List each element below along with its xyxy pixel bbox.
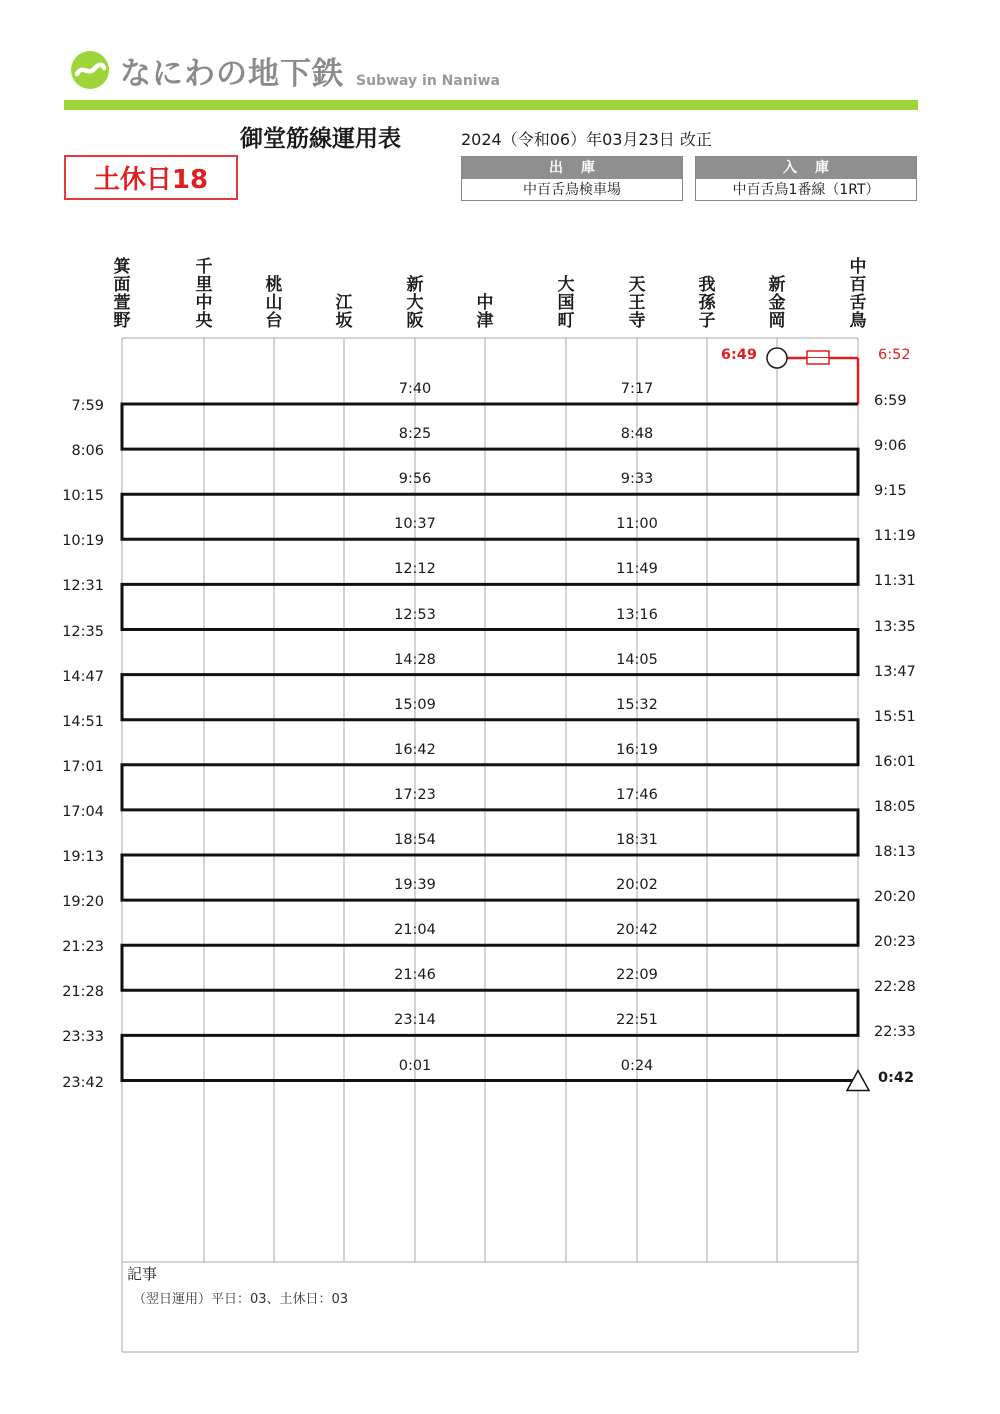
shin-osaka-time: 14:28 [394,651,436,668]
tennoji-time: 14:05 [616,651,658,668]
station-char: 新 [406,275,424,295]
nakamozu-time: 13:35 [874,618,916,635]
tennoji-time: 20:02 [616,877,658,894]
station-char: 中 [849,257,867,277]
shin-osaka-time: 23:14 [394,1012,436,1029]
notes-text: （翌日運用）平日：03、土休日：03 [133,1292,349,1307]
nakamozu-time: 22:28 [874,979,916,996]
nakamozu-time: 18:13 [874,844,916,860]
station-char: 中 [476,293,494,313]
shin-osaka-time: 8:25 [398,426,432,443]
station-char: 江 [335,293,353,313]
station-char: 萱 [113,293,131,313]
nakamozu-time: 0:42 [878,1069,915,1086]
brand-name: なにわの地下鉄 [120,55,344,92]
minoh-kayano-time: 23:42 [62,1074,104,1091]
page-title: 御堂筋線運用表 [240,126,401,152]
tennoji-time: 15:32 [616,696,658,713]
tennoji-time: 11:49 [616,561,658,578]
station-char: 鳥 [849,311,867,331]
tennoji-time: 16:19 [616,741,658,758]
station-char: 寺 [628,311,646,331]
station-char: 金 [768,293,786,313]
station-char: 里 [195,275,213,295]
tennoji-time: 18:31 [616,832,658,848]
tennoji-time: 22:09 [616,967,658,984]
departure-circle-icon [767,348,787,368]
depot-out-value: 中百舌鳥検車場 [523,182,621,198]
minoh-kayano-time: 7:59 [71,398,104,414]
shin-osaka-time: 12:12 [394,561,436,578]
depot-depart-time: 6:49 [720,347,757,363]
shin-osaka-time: 12:53 [394,606,436,623]
minoh-kayano-time: 12:35 [62,623,104,640]
station-char: 大 [557,275,575,295]
station-char: 大 [406,293,424,313]
nakamozu-time: 11:31 [874,573,916,590]
shin-osaka-time: 10:37 [394,516,436,533]
nakamozu-time: 13:47 [874,663,916,680]
station-char: 中 [195,293,213,313]
minoh-kayano-time: 10:15 [62,488,104,505]
tennoji-time: 0:24 [620,1057,654,1074]
minoh-kayano-time: 21:28 [62,984,104,1001]
nakamozu-time: 22:33 [874,1024,916,1041]
notes-title: 記事 [127,1265,158,1283]
shin-osaka-time: 18:54 [394,832,436,848]
tennoji-time: 7:17 [620,381,654,397]
station-char: 桃 [265,275,283,295]
station-char: 阪 [406,311,424,331]
station-char: 津 [476,311,494,331]
operation-number: 土休日18 [93,165,209,195]
station-char: 天 [628,275,646,295]
shin-osaka-time: 7:40 [398,381,432,397]
station-char: 箕 [113,257,131,277]
nakamozu-time: 20:20 [874,889,916,906]
station-char: 孫 [698,293,716,313]
nakamozu-time: 6:59 [874,393,907,409]
shin-osaka-time: 16:42 [394,741,436,758]
station-char: 町 [557,311,575,331]
station-char: 央 [195,311,213,331]
minoh-kayano-time: 17:04 [62,803,104,820]
station-char: 百 [849,275,867,295]
shin-osaka-time: 9:56 [398,471,432,488]
nakamozu-time: 20:23 [874,934,916,951]
depot-out-label: 出庫 [462,157,682,179]
station-char: 子 [698,311,716,331]
start-arrive-time: 6:52 [878,347,911,363]
shin-osaka-time: 0:01 [398,1057,432,1074]
tennoji-time: 9:33 [620,471,654,488]
shin-osaka-time: 17:23 [394,786,436,803]
minoh-kayano-time: 12:31 [62,578,104,595]
minoh-kayano-time: 19:13 [62,849,104,865]
minoh-kayano-time: 19:20 [62,894,104,911]
station-char: 岡 [768,311,786,331]
tennoji-time: 22:51 [616,1012,658,1029]
depot-in-value: 中百舌鳥1番線（1RT） [732,182,880,198]
station-char: 山 [265,293,283,313]
nakamozu-time: 16:01 [874,753,916,770]
tennoji-time: 17:46 [616,786,658,803]
station-char: 千 [195,257,213,277]
shin-osaka-time: 19:39 [394,877,436,894]
nakamozu-time: 9:15 [874,483,907,500]
tennoji-time: 8:48 [620,426,654,443]
station-char: 新 [768,275,786,295]
minoh-kayano-time: 10:19 [62,533,104,550]
minoh-kayano-time: 21:23 [62,939,104,956]
nakamozu-time: 9:06 [874,438,907,455]
revision-date: 2024（令和06）年03月23日 改正 [461,130,712,149]
shin-osaka-time: 21:04 [394,922,436,939]
tennoji-time: 20:42 [616,922,658,939]
station-char: 坂 [335,311,353,331]
nakamozu-time: 18:05 [874,798,916,815]
station-char: 我 [698,275,716,295]
shin-osaka-time: 21:46 [394,967,436,984]
station-char: 国 [557,293,575,313]
station-char: 野 [113,311,131,331]
brand-subtitle: Subway in Naniwa [356,73,500,89]
tennoji-time: 13:16 [616,606,658,623]
station-char: 舌 [849,293,867,313]
minoh-kayano-time: 14:47 [62,668,104,685]
tennoji-time: 11:00 [616,516,658,533]
nakamozu-time: 11:19 [874,528,916,545]
station-char: 台 [265,311,283,331]
depot-in-label: 入庫 [696,157,916,179]
minoh-kayano-time: 8:06 [71,443,104,460]
nakamozu-time: 15:51 [874,708,916,725]
operation-path-line [122,404,858,1081]
shin-osaka-time: 15:09 [394,696,436,713]
station-char: 面 [113,275,131,295]
minoh-kayano-time: 14:51 [62,713,104,730]
minoh-kayano-time: 23:33 [62,1029,104,1046]
station-char: 王 [628,293,646,313]
minoh-kayano-time: 17:01 [62,758,104,775]
